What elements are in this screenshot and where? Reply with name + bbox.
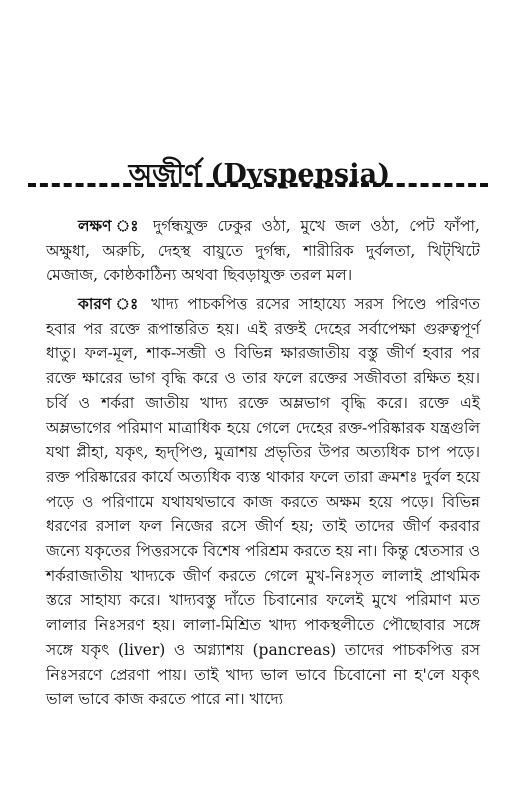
symptoms-text: দুর্গন্ধযুক্ত ঢেকুর ওঠা, মুখে জল ওঠা, পেট ফাঁপা, অক্ষুধা, অরুচি, দেহস্থ বায়ুতে দুর্গন্ধ, শারীরিক দুর্বলতা, খিট্‌খিটে মেজাজ, কোষ্ঠকাঠিন্য অথবা ছিবড়াযুক্ত তরল মল। bbox=[46, 217, 480, 285]
symptoms-paragraph bbox=[46, 214, 480, 288]
cause-label: কারণ ঃ bbox=[78, 294, 143, 313]
page-title: অজীর্ণ (Dyspepsia) bbox=[128, 159, 391, 191]
cause-text: খাদ্য পাচকপিত্ত রসের সাহায্যে সরস পিণ্ডে পরিণত হবার পর রক্তে রূপান্তরিত হয়। এই রক্তই দেহের সর্বাপেক্ষা গুরুত্বপূর্ণ ধাতু। ফল-মূল, শাক-সব্জী ও বিভিন্ন ক্ষারজাতীয় বস্তু জীর্ণ হবার পর রক্তে ক্ষারের ভাগ বৃদ্ধি করে ও তার ফলে রক্তের সজীবতা রক্ষিত হয়। চর্বি ও শর্করা জাতীয় খাদ্য রক্তে অম্লভাগ বৃদ্ধি করে। রক্তে এই অম্লভাগের পরিমাণ মাত্রাধিক হয়ে গেলে দেহের রক্ত-পরিষ্কারক যন্ত্রগুলি যথা প্লীহা, যকৃৎ, হৃদ্‌পিণ্ড, মুত্রাশয় প্রভৃতির উপর অত্যধিক চাপ পড়ে। রক্ত পরিষ্কারের কার্যে অত্যধিক ব্যস্ত থাকার ফলে তারা ক্রমশঃ দুর্বল হয়ে পড়ে ও পরিণামে যথাযথভাবে কাজ করতে অক্ষম হয়ে পড়ে। বিভিন্ন ধরণের রসাল ফল নিজের রসে জীর্ণ হয়; তাই তাদের জীর্ণ করবার জন্যে যকৃতের পিত্তরসকে বিশেষ পরিশ্রম করতে হয় না। কিন্তু শ্বেতসার ও শর্করাজাতীয় খাদ্যকে জীর্ণ করতে গেলে মুখ-নিঃসৃত লালাই প্রাথমিক স্তরে সাহায্য করে। খাদ্যবস্তু দাঁতে চিবানোর ফলেই মুখে পরিমাণ মত লালার নিঃসরণ হয়। লালা-মিশ্রিত খাদ্য পাকস্থলীতে পৌছোবার সঙ্গে সঙ্গে যকৃৎ (liver) ও অগ্ন্যাশয় (pancreas) তাদের পাচকপিত্ত রস নিঃসরণে প্রেরণা পায়। তাই খাদ্য ভাল ভাবে চিবোনো না হ'লে যকৃৎ ভাল ভাবে কাজ করতে পারে না। খাদ্যে bbox=[46, 295, 480, 709]
cause-paragraph bbox=[46, 292, 480, 712]
symptoms-label: লক্ষণ ঃ bbox=[78, 216, 144, 235]
dashed-divider bbox=[28, 183, 488, 187]
